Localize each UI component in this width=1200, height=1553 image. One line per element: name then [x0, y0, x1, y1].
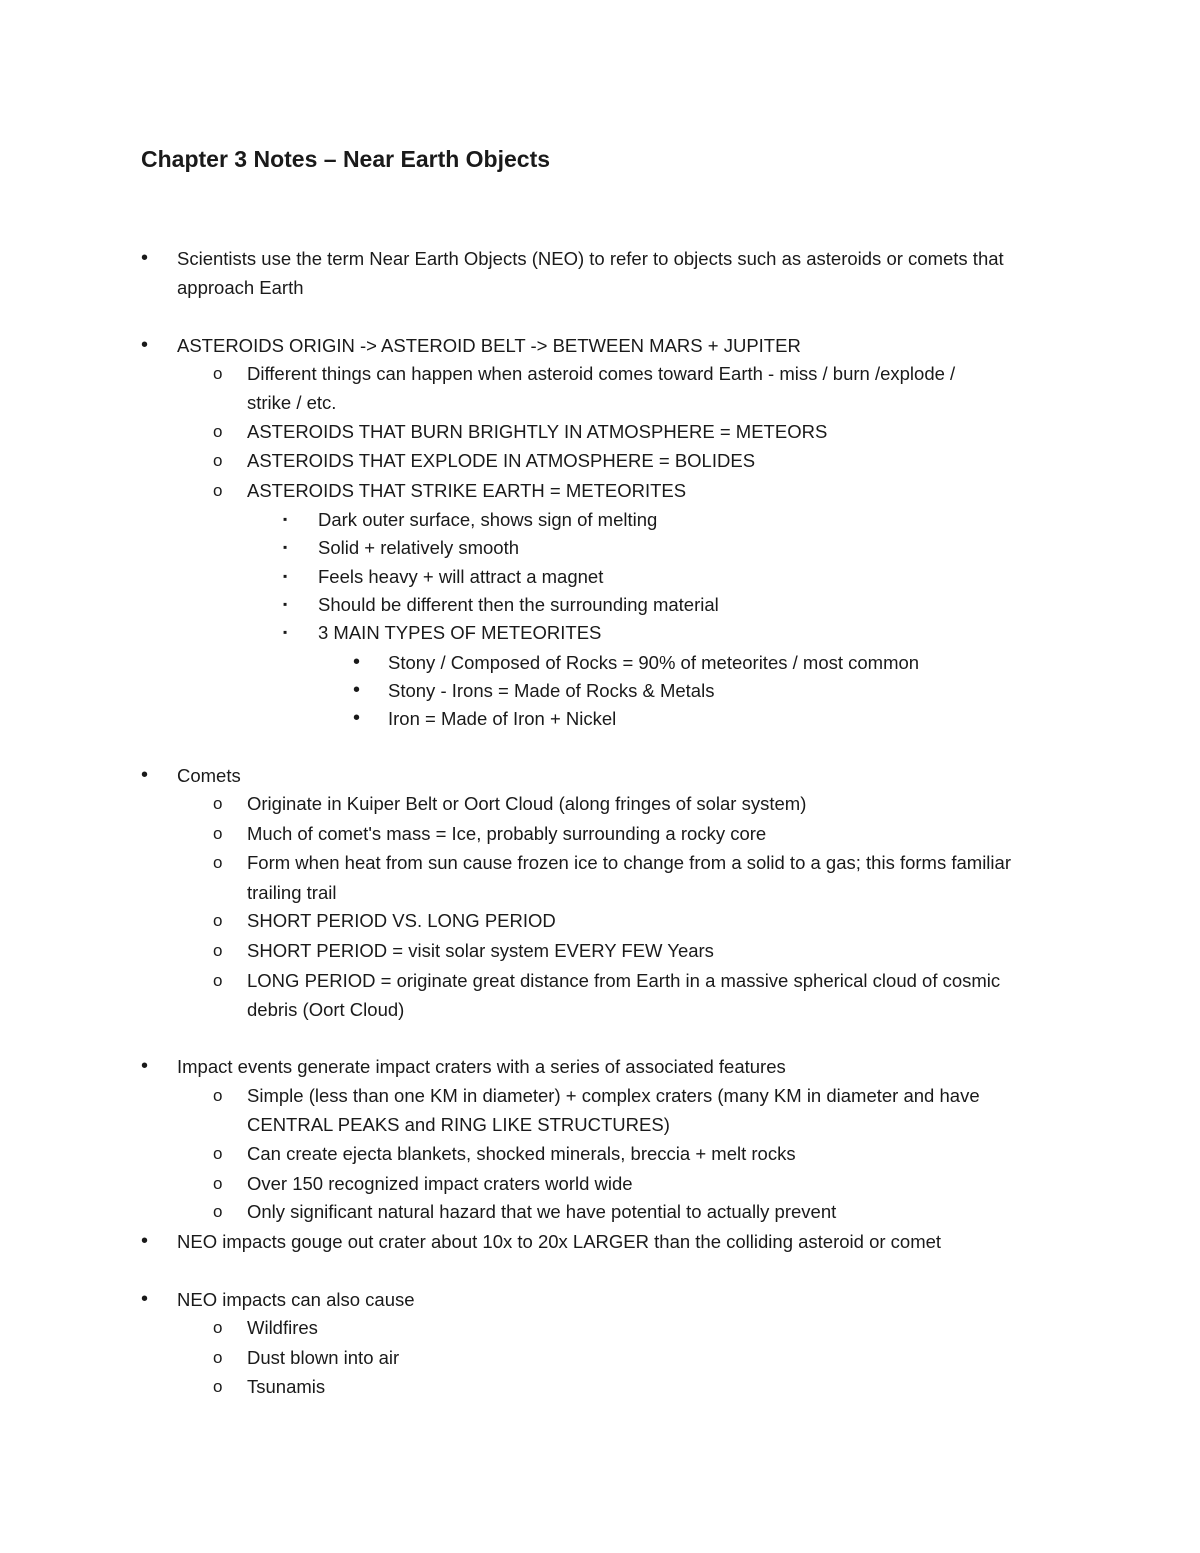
bullet-marker: •	[141, 334, 149, 356]
circle-marker: o	[213, 1202, 223, 1221]
list-item: NEO impacts gouge out crater about 10x to 20x LARGER than the colliding asteroid or comet	[177, 1231, 942, 1252]
list-item: 3 MAIN TYPES OF METEORITES	[318, 622, 602, 643]
list-item: Dark outer surface, shows sign of melting	[318, 509, 658, 530]
circle-marker: o	[213, 1318, 223, 1337]
list-item: Tsunamis	[247, 1376, 326, 1397]
list-item: Should be different then the surrounding material	[318, 594, 719, 615]
circle-marker: o	[213, 911, 223, 930]
list-item-continuation: approach Earth	[177, 277, 304, 298]
circle-marker: o	[213, 364, 223, 383]
list-item-continuation: trailing trail	[247, 882, 337, 903]
list-item: Much of comet's mass = Ice, probably surrounding a rocky core	[247, 823, 767, 844]
list-item: NEO impacts can also cause	[177, 1289, 415, 1310]
bullet-marker: •	[141, 1055, 149, 1077]
list-item: ASTEROIDS THAT STRIKE EARTH = METEORITES	[247, 480, 687, 501]
circle-marker: o	[213, 1086, 223, 1105]
list-item: Different things can happen when asteroid comes toward Earth - miss / burn /explode /	[247, 363, 956, 384]
bullet-marker: •	[141, 247, 149, 269]
list-item: Impact events generate impact craters with a series of associated features	[177, 1056, 786, 1077]
list-item: Over 150 recognized impact craters world wide	[247, 1173, 633, 1194]
square-marker: ▪	[283, 512, 288, 526]
list-item: Feels heavy + will attract a magnet	[318, 566, 604, 587]
bullet-marker: •	[353, 707, 361, 729]
list-item: Solid + relatively smooth	[318, 537, 520, 558]
list-item: Simple (less than one KM in diameter) + complex craters (many KM in diameter and have	[247, 1085, 980, 1106]
circle-marker: o	[213, 941, 223, 960]
bullet-marker: •	[353, 679, 361, 701]
list-item: LONG PERIOD = originate great distance from Earth in a massive spherical cloud of cosmic	[247, 970, 1001, 991]
circle-marker: o	[213, 1144, 223, 1163]
list-item: Dust blown into air	[247, 1347, 400, 1368]
list-item: Can create ejecta blankets, shocked minerals, breccia + melt rocks	[247, 1143, 796, 1164]
list-item: SHORT PERIOD VS. LONG PERIOD	[247, 910, 556, 931]
bullet-marker: •	[141, 764, 149, 786]
square-marker: ▪	[283, 625, 288, 639]
list-item: ASTEROIDS THAT EXPLODE IN ATMOSPHERE = BOLIDES	[247, 450, 756, 471]
square-marker: ▪	[283, 597, 288, 611]
square-marker: ▪	[283, 569, 288, 583]
circle-marker: o	[213, 1348, 223, 1367]
list-item: Stony - Irons = Made of Rocks & Metals	[388, 680, 715, 701]
circle-marker: o	[213, 853, 223, 872]
list-item: Iron = Made of Iron + Nickel	[388, 708, 617, 729]
list-item: Scientists use the term Near Earth Objects (NEO) to refer to objects such as asteroids or comets that	[177, 248, 1004, 269]
square-marker: ▪	[283, 540, 288, 554]
list-item: ASTEROIDS ORIGIN -> ASTEROID BELT -> BETWEEN MARS + JUPITER	[177, 335, 801, 356]
circle-marker: o	[213, 794, 223, 813]
circle-marker: o	[213, 481, 223, 500]
list-item: Comets	[177, 765, 241, 786]
list-item-continuation: debris (Oort Cloud)	[247, 999, 405, 1020]
list-item: Only significant natural hazard that we have potential to actually prevent	[247, 1201, 837, 1222]
list-item: Originate in Kuiper Belt or Oort Cloud (along fringes of solar system)	[247, 793, 807, 814]
bullet-marker: •	[353, 651, 361, 673]
list-item: SHORT PERIOD = visit solar system EVERY FEW Years	[247, 940, 714, 961]
circle-marker: o	[213, 824, 223, 843]
list-item: Stony / Composed of Rocks = 90% of meteorites / most common	[388, 652, 920, 673]
circle-marker: o	[213, 451, 223, 470]
list-item-continuation: CENTRAL PEAKS and RING LIKE STRUCTURES)	[247, 1114, 670, 1135]
circle-marker: o	[213, 1377, 223, 1396]
bullet-marker: •	[141, 1288, 149, 1310]
document-title: Chapter 3 Notes – Near Earth Objects	[141, 146, 551, 172]
list-item: Wildfires	[247, 1317, 318, 1338]
circle-marker: o	[213, 422, 223, 441]
circle-marker: o	[213, 1174, 223, 1193]
bullet-marker: •	[141, 1230, 149, 1252]
circle-marker: o	[213, 971, 223, 990]
list-item: ASTEROIDS THAT BURN BRIGHTLY IN ATMOSPHERE = METEORS	[247, 421, 828, 442]
list-item-continuation: strike / etc.	[247, 392, 337, 413]
list-item: Form when heat from sun cause frozen ice to change from a solid to a gas; this forms familiar	[247, 852, 1011, 873]
